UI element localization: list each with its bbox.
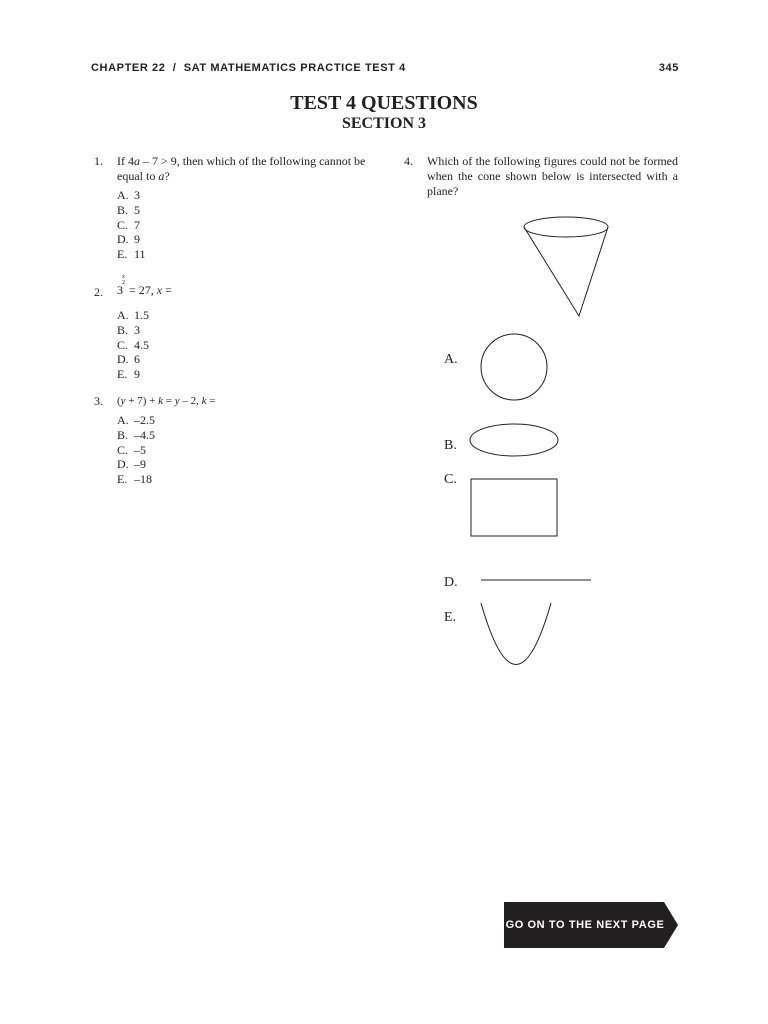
question-number: 2. (94, 285, 103, 299)
figure-label-a[interactable]: A. (444, 352, 458, 367)
circle-shape (481, 334, 547, 400)
choice-d[interactable]: D. –9 (117, 457, 146, 472)
question-stem: Which of the following figures could not be formed when the cone shown below is intersected with a plane? (427, 154, 678, 198)
running-title: CHAPTER 22 / SAT MATHEMATICS PRACTICE TEST 4 (91, 62, 406, 74)
choice-e[interactable]: E. –18 (117, 472, 152, 487)
choice-d[interactable]: D. 6 (117, 352, 140, 367)
choice-b[interactable]: B. –4.5 (117, 427, 155, 442)
question-number: 4. (404, 154, 413, 168)
page-title: TEST 4 QUESTIONS (290, 92, 478, 114)
choice-b[interactable]: B. 5 (117, 202, 140, 217)
choice-a[interactable]: A. –2.5 (117, 413, 155, 427)
choice-a[interactable]: A. 3 (117, 188, 140, 202)
exponent-expression: 3 x 2 (117, 274, 125, 297)
choice-d[interactable]: D. 9 (117, 232, 140, 247)
go-on-next-page-button[interactable] (504, 902, 678, 948)
figure-label-e[interactable]: E. (444, 610, 457, 625)
choice-c[interactable]: C. 4.5 (117, 337, 149, 352)
figure-label-b[interactable]: B. (444, 438, 457, 453)
next-page-label: GO ON TO THE NEXT PAGE (505, 919, 665, 931)
question-stem: (y + 7) + k = y – 2, k = (117, 395, 216, 407)
question-stem: If 4a – 7 > 9, then which of the following cannot be equal to a? (117, 154, 366, 183)
section-title: SECTION 3 (341, 115, 427, 132)
question-number: 3. (94, 394, 103, 408)
figure-label-c[interactable]: C. (444, 472, 457, 487)
choice-b[interactable]: B. 3 (117, 322, 140, 337)
choice-c[interactable]: C. 7 (117, 217, 140, 232)
choice-c[interactable]: C. –5 (117, 442, 146, 457)
page-number: 345 (658, 62, 679, 74)
cone-figure (524, 217, 608, 316)
question-number: 1. (94, 154, 103, 168)
choice-e[interactable]: E. 11 (117, 247, 146, 262)
figure-label-d[interactable]: D. (444, 575, 458, 590)
choice-e[interactable]: E. 9 (117, 367, 140, 382)
ellipse-shape (470, 424, 558, 456)
question-stem: 3 x 2 = 27, x = (117, 274, 172, 297)
rectangle-shape (471, 479, 557, 536)
choice-a[interactable]: A. 1.5 (117, 308, 149, 322)
parabola-shape (481, 603, 551, 665)
